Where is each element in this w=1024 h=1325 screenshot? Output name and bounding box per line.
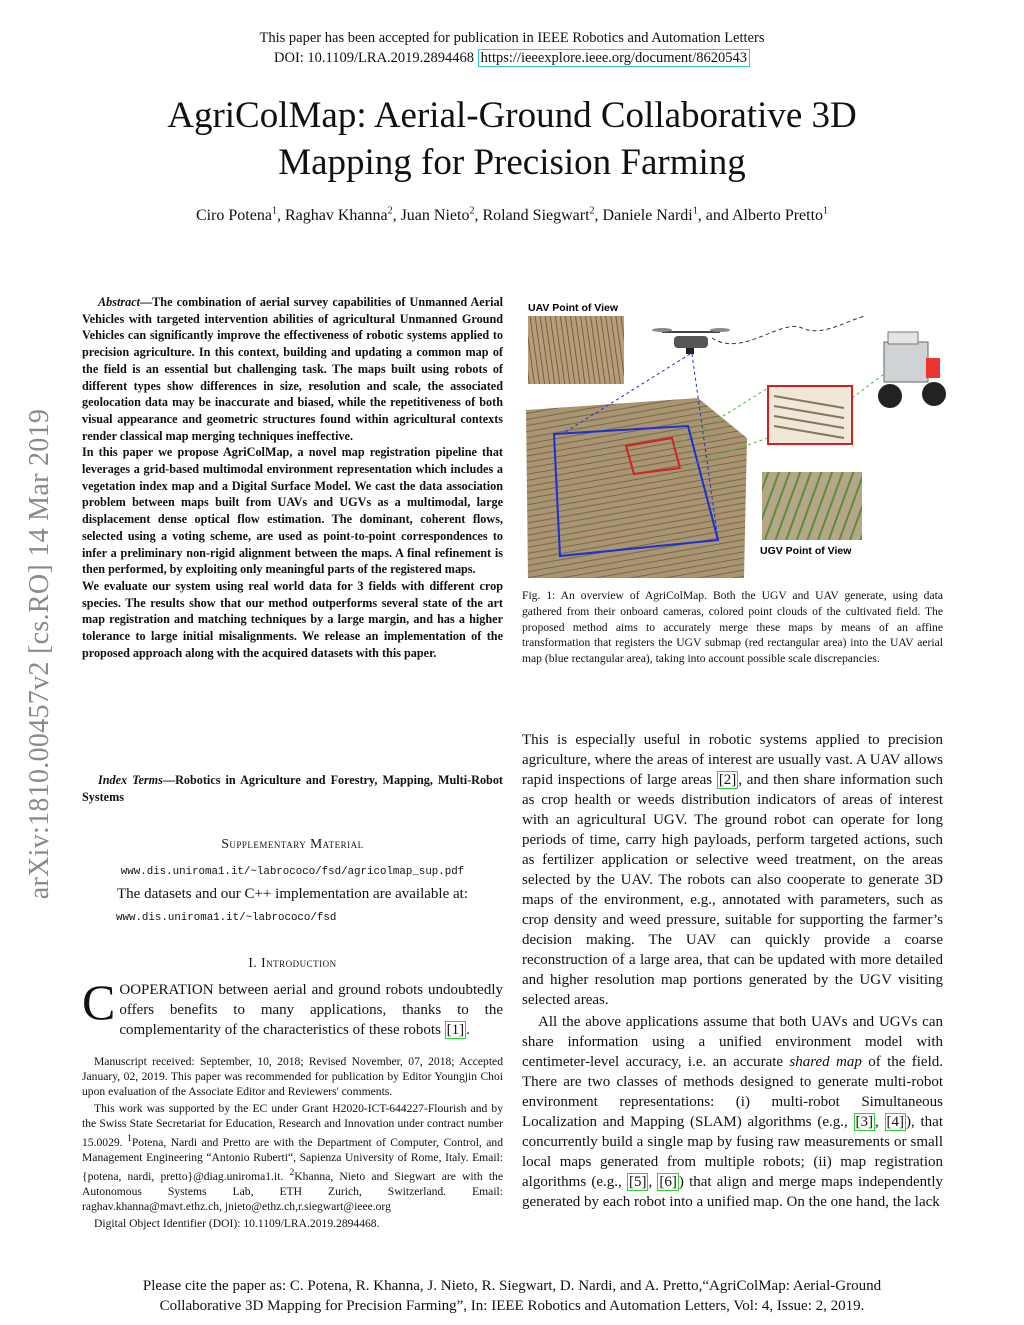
ugv-label: UGV Point of View — [760, 545, 852, 557]
title-line1: AgriColMap: Aerial-Ground Collaborative 3D — [167, 95, 857, 136]
author: Juan Nieto$^2$, — [400, 206, 483, 225]
flight-path — [712, 316, 866, 344]
intro-heading: I. Introduction — [248, 955, 337, 970]
cite-line2: Collaborative 3D Mapping for Precision Farming”, In: IEEE Robotics and Automation Letters, Vol: 4, Issue: 2, 2019. — [159, 1298, 865, 1314]
author: Raghav Khanna$^2$, — [284, 206, 401, 225]
supplementary-heading: Supplementary Material — [221, 836, 364, 851]
citation-note — [0, 1276, 1024, 1316]
abstract-label: Abstract — [98, 295, 140, 309]
abstract-p1: Abstract—The combination of aerial survey capabilities of Unmanned Aerial Vehicles with targeted intervention abilities of agricultural Unmanned Ground Vehicles can significantly improve the effectiveness of robotic systems applied to precision agriculture. In this context, building and updating a common map of the field is an essential but challenging task. The maps built using robots of different types show differences in size, resolution and scale, the associated geolocation data may be inaccurate and biased, while the repetitiveness of both visual appearance and geometric structures found within agricultural contexts render classical map merging techniques ineffective. — [82, 295, 503, 443]
doi-text: DOI: 10.1109/LRA.2019.2894468 — [274, 50, 475, 66]
citation-link[interactable]: [5] — [628, 1174, 647, 1190]
figure-illustration — [522, 298, 946, 580]
index-terms-label: Index Terms — [98, 773, 163, 787]
author: Alberto Pretto$^1$ — [731, 206, 829, 225]
footnote-funding: This work was supported by the EC under Grant H2020-ICT-644227-Flourish and by the Swiss State Secretariat for Education, Research and Innovation under contract number 15.0029. $^1$Potena, Nardi and Pretto are with the Department of Computer, Control, and Management Engineering “Antonio Ruberti“, Sapienza University of Rome, Italy. Email: {potena, nardi, pretto}@diag.uniroma1.it. $^2$Khanna, Nieto and Siegwart are with the Autonomous Systems Lab, ETH Zurich, Switzerland. Email: raghav.khanna@mavt.ethz.ch, jnieto@ethz.ch,r.siegwart@ieee.org — [82, 1102, 503, 1213]
ieee-link[interactable]: https://ieeexplore.ieee.org/document/8620543 — [478, 49, 750, 67]
notice-line2 — [0, 48, 1024, 68]
citation-link[interactable]: [3] — [855, 1114, 873, 1130]
drone-icon — [652, 328, 730, 354]
author: Roland Siegwart$^2$, — [482, 206, 603, 225]
cite-line1: Please cite the paper as: C. Potena, R. Khanna, J. Nieto, R. Siegwart, D. Nardi, and A. Pretto,“AgriColMap: Aerial-Ground — [142, 1278, 882, 1294]
drop-cap: C — [82, 974, 116, 1030]
citation-link[interactable]: [4] — [886, 1114, 904, 1130]
citation-link[interactable]: [1] — [446, 1022, 465, 1038]
ugv-robot-icon — [878, 332, 946, 408]
notice-line1: This paper has been accepted for publication in IEEE Robotics and Automation Letters — [259, 30, 765, 46]
publication-notice — [0, 28, 1024, 68]
footnote-manuscript: Manuscript received: September, 10, 2018; Revised November, 07, 2018; Accepted January, 02, 2019. This paper was recommended for publication by Editor Youngjin Choi upon evaluation of the Associate Editor and Reviewers' comments. — [82, 1055, 503, 1098]
figure-caption: Fig. 1: An overview of AgriColMap. Both the UGV and UAV generate, using data gathered from their onboard cameras, colored point clouds of the cultivated field. The proposed method aims to accurately merge these maps by means of an affine transformation that registers the UGV submap (red rectangular area) into the UAV aerial map (blue rectangular area), taking into account possible scale discrepancies. — [522, 589, 943, 666]
supplementary-text: The datasets and our C++ implementation are available at: — [117, 886, 468, 902]
abstract — [82, 294, 503, 661]
figure-1 — [522, 298, 946, 580]
paragraph-2: All the above applications assume that both UAVs and UGVs can share information using a unified environment model with centimeter-level accuracy, i.e. an accurate shared map of the field. There are two classes of methods designed to generate multi-robot environment representations: (i) multi-robot Simultaneous Localization and Mapping (SLAM) algorithms (e.g., [3] , [4] ), that concurrently build a single map by fusing raw measurements or small local maps generated from multiple robots; (ii) map registration algorithms (e.g., [5] , [6] ) that align and merge maps independently generated by each robot into a unified map. On the one hand, the lack — [522, 1014, 943, 1210]
title-line2: Mapping for Precision Farming — [278, 142, 746, 183]
abstract-p3: We evaluate our system using real world data for 3 fields with different crop species. The results show that our method outperforms several state of the art map registration and matching techniques by a large margin, and has a higher tolerance to large initial misalignments. We release an implementation of the proposed approach along with the acquired datasets with this paper. — [82, 578, 503, 660]
footnote-doi: Digital Object Identifier (DOI): 10.1109/LRA.2019.2894468. — [94, 1216, 380, 1230]
uav-label: UAV Point of View — [528, 302, 619, 314]
footnotes — [82, 1054, 503, 1233]
supplementary-url2[interactable]: www.dis.uniroma1.it/~labrococo/fsd — [116, 912, 337, 924]
author: Ciro Potena$^1$, — [195, 206, 285, 225]
intro-paragraph: COOPERATION between aerial and ground robots undoubtedly offers benefits to many applications, thanks to the complementarity of the characteristics of these robots [1] . — [82, 974, 503, 1038]
paper-title — [60, 92, 964, 186]
index-terms: Index Terms—Robotics in Agriculture and Forestry, Mapping, Multi-Robot Systems — [82, 773, 503, 804]
abstract-p2: In this paper we propose AgriColMap, a novel map registration pipeline that leverages a grid-based multimodal environment representation which includes a vegetation index map and a Digital Surface Model. We cast the data association problem between maps built from UAVs and UGVs as a multimodal, large displacement dense optical flow estimation. The dominant, coherent flows, selected using a voting scheme, are used as point-to-point correspondences to infer a preliminary non-rigid alignment between the maps. A final refinement is then performed, by exploiting only meaningful parts of the registered maps. — [82, 445, 503, 577]
citation-link[interactable]: [2] — [718, 772, 737, 788]
paragraph-1: This is especially useful in robotic systems applied to precision agriculture, where the areas of interest are usually vast. A UAV allows rapid inspections of large areas [2] , and then share information such as crop health or weeds distribution indicators of areas of interest with an agricultural UGV. The ground robot can operate for long periods of time, carry high payloads, perform targeted actions, such as fertilizer application or selective weed treatment, on the areas selected by the UAV. The robots can also cooperate to generate 3D maps of the environment, e.g., annotated with parameters, such as crop density and weed pressure, suitable for supporting the farmer’s decision making. The UAV can quickly provide a coarse reconstruction of a large area, that can be updated with more detailed and higher resolution map portions generated by the UGV visiting selected areas. — [522, 732, 943, 1008]
uav-view-image — [528, 316, 624, 384]
right-column-text — [522, 730, 943, 1212]
author: Daniele Nardi$^1$, and — [602, 206, 732, 225]
citation-link[interactable]: [6] — [659, 1174, 677, 1190]
author-list — [60, 206, 964, 225]
ugv-point-cloud — [768, 386, 852, 444]
supplementary-url1[interactable]: www.dis.uniroma1.it/~labrococo/fsd/agricolmap_sup.pdf — [120, 866, 465, 878]
arxiv-stamp: arXiv:1810.00457v2 [cs.RO] 14 Mar 2019 — [24, 408, 55, 900]
ugv-view-image — [762, 472, 862, 540]
